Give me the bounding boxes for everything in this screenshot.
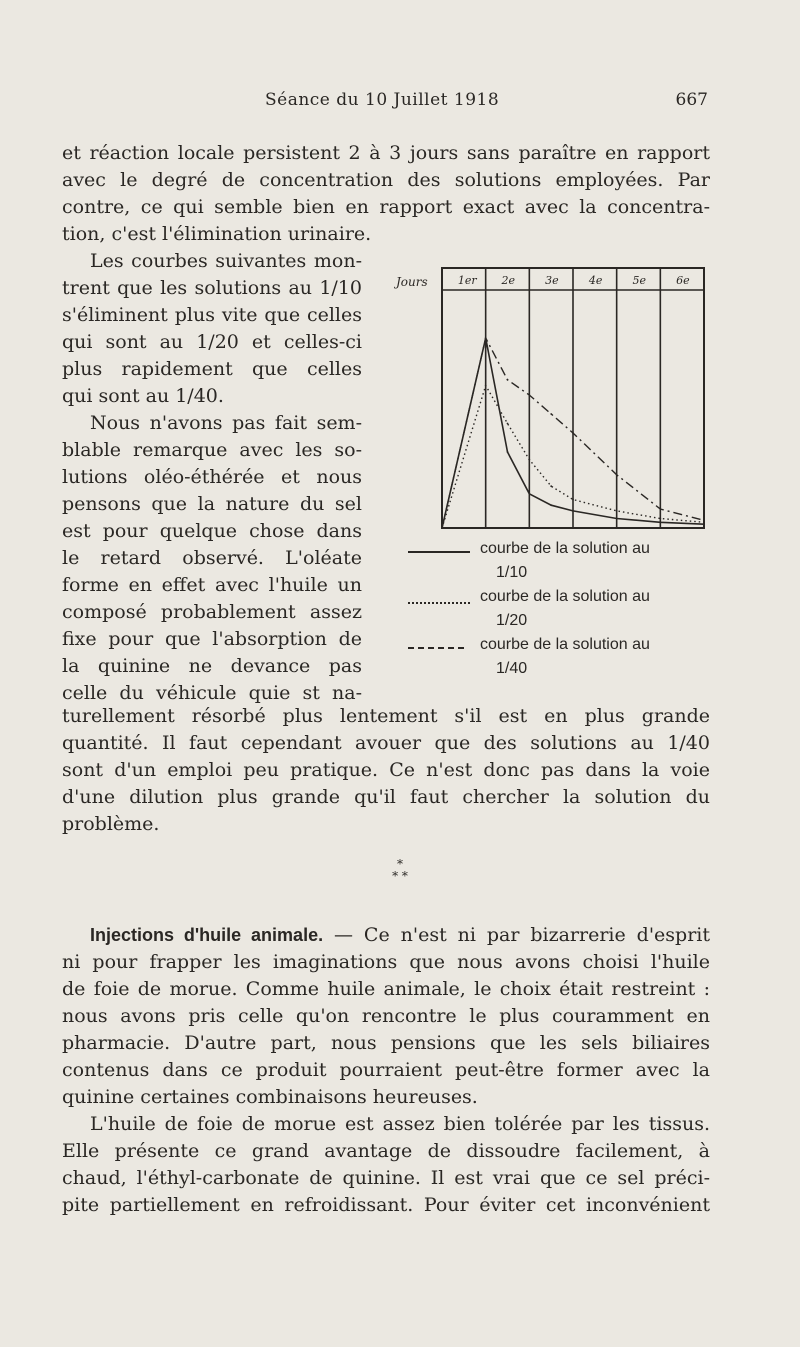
text-line: contenus dans ce produit pourraient peut-être former avec la bbox=[62, 1059, 710, 1081]
series-point-3 bbox=[441, 527, 443, 529]
legend-item bbox=[408, 540, 718, 564]
legend-solid-line bbox=[408, 551, 470, 553]
series-point-3 bbox=[507, 379, 509, 381]
text-line: pite partiellement en refroidissant. Pour éviter cet inconvénient bbox=[62, 1194, 710, 1216]
text-line: Elle présente ce grand avantage de dissoudre facilement, à bbox=[62, 1140, 710, 1162]
text-line: chaud, l'éthyl-carbonate de quinine. Il est vrai que ce sel préci- bbox=[62, 1167, 710, 1189]
chart-legend bbox=[408, 540, 718, 684]
day-label: 1er bbox=[457, 274, 477, 287]
series-point-1 bbox=[703, 523, 705, 525]
text-line: Les courbes suivantes mon- bbox=[90, 250, 362, 272]
text-line: sont d'un emploi peu pratique. Ce n'est donc pas dans la voie bbox=[62, 759, 710, 781]
text-line: forme en effet avec l'huile un bbox=[62, 574, 362, 596]
text-line: ni pour frapper les imaginations que nous avons choisi l'huile bbox=[62, 951, 710, 973]
legend-value: 1/20 bbox=[496, 612, 528, 629]
series-point-1 bbox=[528, 493, 530, 495]
text-line: turellement résorbé plus lentement s'il est en plus grande bbox=[62, 705, 710, 727]
text-line: L'huile de foie de morue est assez bien tolérée par les tissus. bbox=[90, 1113, 710, 1135]
legend-value: 1/10 bbox=[496, 564, 528, 581]
series-point-1 bbox=[616, 518, 618, 520]
text-line: trent que les solutions au 1/10 bbox=[62, 277, 362, 299]
text-line: la quinine ne devance pas bbox=[62, 655, 362, 677]
series-point-3 bbox=[550, 413, 552, 415]
text-line: fixe pour que l'absorption de bbox=[62, 628, 362, 650]
series-point-3 bbox=[572, 432, 574, 434]
row-label-jours: Jours bbox=[396, 275, 428, 289]
legend-value: 1/40 bbox=[496, 660, 528, 677]
legend-item-value bbox=[408, 612, 718, 636]
day-label: 3e bbox=[545, 274, 559, 287]
legend-item bbox=[408, 588, 718, 612]
text-line: blable remarque avec les so- bbox=[62, 439, 362, 461]
day-label: 5e bbox=[632, 274, 647, 287]
series-point-2 bbox=[507, 423, 509, 425]
day-label: 2e bbox=[501, 274, 516, 287]
series-point-2 bbox=[572, 499, 574, 501]
series-point-1 bbox=[550, 504, 552, 506]
text-line: Nous n'avons pas fait sem- bbox=[90, 412, 362, 434]
text-line: avec le degré de concentration des solutions employées. Par bbox=[62, 169, 710, 191]
text-line: s'éliminent plus vite que celles bbox=[62, 304, 362, 326]
legend-text: courbe de la solution au bbox=[480, 540, 650, 557]
text-line: pensons que la nature du sel bbox=[62, 493, 362, 515]
text-line: lutions oléo-éthérée et nous bbox=[62, 466, 362, 488]
legend-text: courbe de la solution au bbox=[480, 636, 650, 653]
legend-item-value bbox=[408, 660, 718, 684]
series-point-2 bbox=[528, 459, 530, 461]
series-point-3 bbox=[528, 394, 530, 396]
legend-dashdot-line bbox=[408, 647, 464, 649]
text-line: quinine certaines combinaisons heureuses. bbox=[62, 1086, 478, 1108]
section-separator bbox=[380, 858, 420, 882]
series-point-3 bbox=[703, 520, 705, 522]
day-label: 4e bbox=[588, 274, 603, 287]
legend-text: courbe de la solution au bbox=[480, 588, 650, 605]
text-line: d'une dilution plus grande qu'il faut chercher la solution du bbox=[62, 786, 710, 808]
text-line: qui sont au 1/20 et celles-ci bbox=[62, 331, 362, 353]
text-line: celle du véhicule quie st na- bbox=[62, 682, 362, 704]
text-line: problème. bbox=[62, 813, 160, 835]
chart-svg bbox=[390, 262, 720, 537]
text-line: tion, c'est l'élimination urinaire. bbox=[62, 223, 372, 245]
header-title: Séance du 10 Juillet 1918 bbox=[265, 90, 500, 110]
elimination-chart bbox=[390, 262, 720, 537]
section-text: — Ce n'est ni par bizarrerie d'esprit bbox=[323, 924, 710, 946]
series-point-2 bbox=[703, 521, 705, 523]
series-point-1 bbox=[507, 451, 509, 453]
series-point-3 bbox=[616, 474, 618, 476]
text-line: pharmacie. D'autre part, nous pensions que les sels biliaires bbox=[62, 1032, 710, 1054]
separator-bottom: * * bbox=[392, 869, 408, 883]
running-header bbox=[60, 90, 720, 118]
text-line: est pour quelque chose dans bbox=[62, 520, 362, 542]
series-point-2 bbox=[550, 485, 552, 487]
text-line: de foie de morue. Comme huile animale, le choix était restreint : bbox=[62, 978, 710, 1000]
legend-item bbox=[408, 636, 718, 660]
series-point-1 bbox=[659, 521, 661, 523]
series-point-2 bbox=[616, 510, 618, 512]
series-point-3 bbox=[659, 508, 661, 510]
separator-top: * bbox=[397, 857, 403, 871]
series-point-2 bbox=[659, 518, 661, 520]
text-line: composé probablement assez bbox=[62, 601, 362, 623]
page-number: 667 bbox=[675, 90, 708, 110]
section-first-line bbox=[90, 922, 710, 949]
legend-item-value bbox=[408, 564, 718, 588]
series-point-1 bbox=[572, 510, 574, 512]
text-line: nous avons pris celle qu'on rencontre le plus couramment en bbox=[62, 1005, 710, 1027]
text-line: le retard observé. L'oléate bbox=[62, 547, 362, 569]
text-line: qui sont au 1/40. bbox=[62, 385, 224, 407]
text-line: quantité. Il faut cependant avouer que des solutions au 1/40 bbox=[62, 732, 710, 754]
text-line: et réaction locale persistent 2 à 3 jours sans paraître en rapport bbox=[62, 142, 710, 164]
text-line: plus rapidement que celles bbox=[62, 358, 362, 380]
section-title: Injections d'huile animale. bbox=[90, 925, 324, 945]
text-line: contre, ce qui semble bien en rapport exact avec la concentra- bbox=[62, 196, 710, 218]
day-label: 6e bbox=[676, 274, 690, 287]
legend-dotted-line bbox=[408, 602, 470, 604]
